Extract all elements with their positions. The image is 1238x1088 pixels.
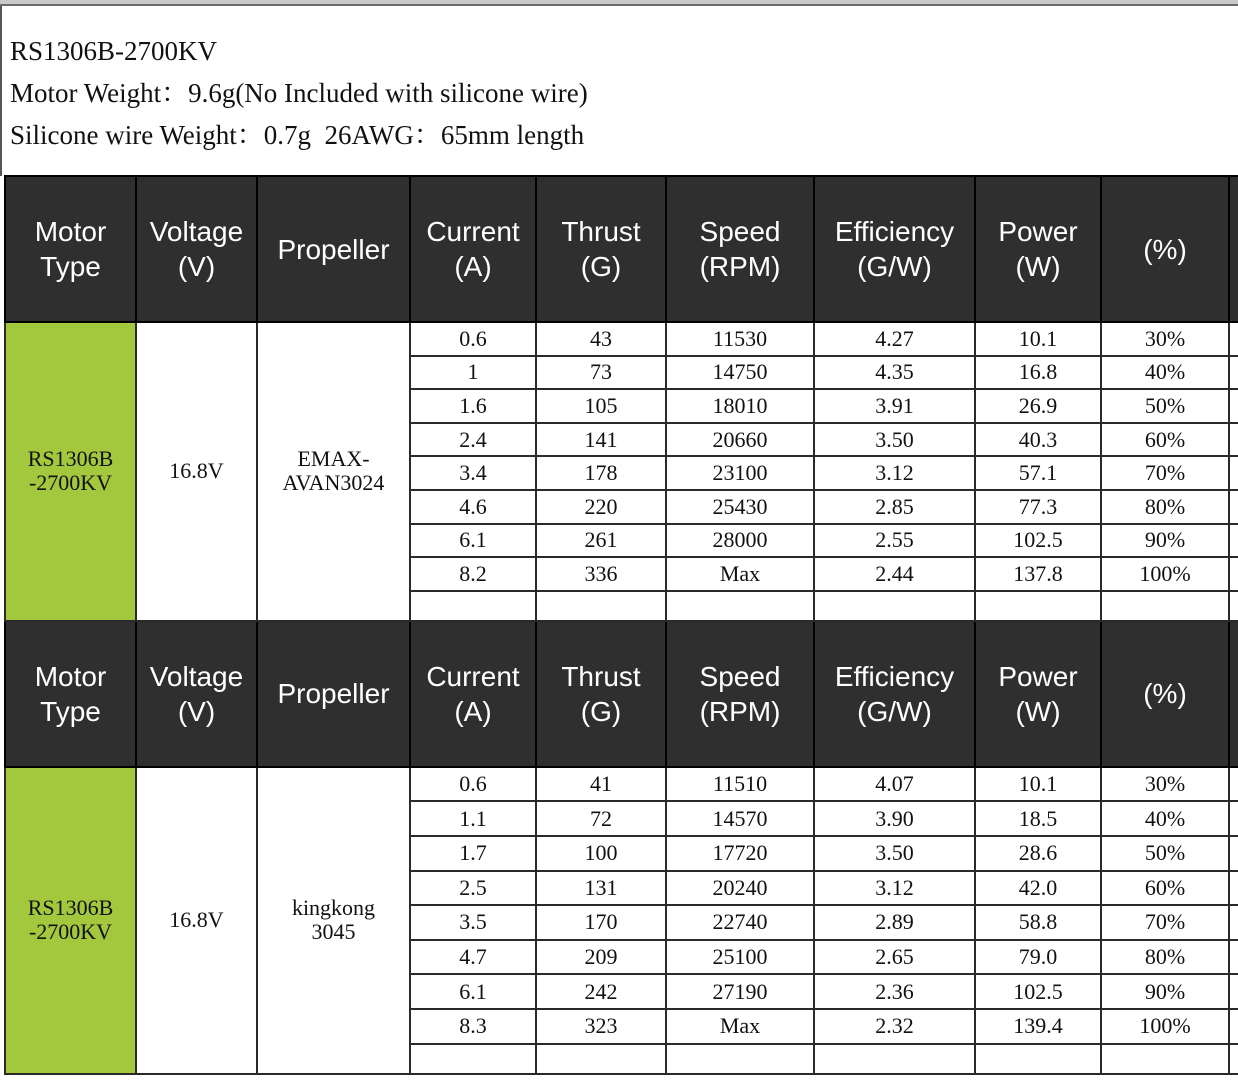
thrust-cell: 178 (536, 456, 666, 490)
current-cell: 4.7 (410, 940, 536, 975)
left-border-rule (0, 6, 2, 176)
efficiency-cell: 3.50 (814, 423, 975, 457)
motor-thrust-table (4, 175, 1238, 1075)
table-row (5, 322, 1238, 356)
thrust-cell: 41 (536, 767, 666, 802)
header-efficiency: Efficiency (G/W) (814, 176, 975, 322)
percent-cell: 60% (1101, 871, 1229, 906)
motor-model-line: RS1306B-2700KV (10, 36, 218, 66)
power-cell: 102.5 (975, 974, 1101, 1009)
extra-cell (1229, 524, 1238, 558)
header-extra-column (1229, 176, 1238, 322)
extra-cell (1229, 423, 1238, 457)
power-cell: 58.8 (975, 905, 1101, 940)
header-voltage: Voltage (V) (136, 621, 257, 767)
motor-info-block (10, 30, 588, 156)
thrust-cell: 105 (536, 389, 666, 423)
thrust-cell: 220 (536, 490, 666, 524)
power-cell: 18.5 (975, 801, 1101, 836)
header-current: Current (A) (410, 176, 536, 322)
header-extra-column (1229, 621, 1238, 767)
thrust-cell: 170 (536, 905, 666, 940)
thrust-cell: 72 (536, 801, 666, 836)
efficiency-cell: 2.85 (814, 490, 975, 524)
speed-cell: 11510 (666, 767, 814, 802)
current-cell: 4.6 (410, 490, 536, 524)
speed-cell: 23100 (666, 456, 814, 490)
extra-cell (1229, 490, 1238, 524)
header-power: Power (W) (975, 621, 1101, 767)
current-cell: 1 (410, 356, 536, 390)
percent-cell: 40% (1101, 801, 1229, 836)
speed-cell: 14750 (666, 356, 814, 390)
power-cell: 26.9 (975, 389, 1101, 423)
table-header-row (5, 176, 1238, 322)
extra-cell (1229, 905, 1238, 940)
efficiency-cell: 2.44 (814, 557, 975, 591)
power-cell: 102.5 (975, 524, 1101, 558)
speed-cell: Max (666, 1009, 814, 1044)
efficiency-cell: 2.65 (814, 940, 975, 975)
table-header-row (5, 621, 1238, 767)
thrust-cell: 323 (536, 1009, 666, 1044)
current-cell: 2.5 (410, 871, 536, 906)
speed-cell: 27190 (666, 974, 814, 1009)
thrust-cell: 261 (536, 524, 666, 558)
percent-cell: 80% (1101, 940, 1229, 975)
efficiency-cell: 2.36 (814, 974, 975, 1009)
power-cell: 42.0 (975, 871, 1101, 906)
speed-cell: 25100 (666, 940, 814, 975)
percent-cell: 90% (1101, 524, 1229, 558)
percent-cell: 30% (1101, 322, 1229, 356)
current-cell: 0.6 (410, 322, 536, 356)
current-cell: 1.1 (410, 801, 536, 836)
header-current: Current (A) (410, 621, 536, 767)
power-cell: 79.0 (975, 940, 1101, 975)
speed-cell: Max (666, 557, 814, 591)
speed-cell: 22740 (666, 905, 814, 940)
efficiency-cell: 4.07 (814, 767, 975, 802)
motor-type-cell: RS1306B -2700KV (5, 322, 136, 621)
efficiency-cell: 3.90 (814, 801, 975, 836)
efficiency-cell: 4.27 (814, 322, 975, 356)
percent-cell: 90% (1101, 974, 1229, 1009)
speed-cell: 28000 (666, 524, 814, 558)
current-cell: 8.2 (410, 557, 536, 591)
speed-cell: 25430 (666, 490, 814, 524)
voltage-cell: 16.8V (136, 767, 257, 1074)
header-propeller: Propeller (257, 621, 410, 767)
power-cell: 16.8 (975, 356, 1101, 390)
header-throttle-percent: (%) (1101, 621, 1229, 767)
power-cell: 139.4 (975, 1009, 1101, 1044)
motor-type-cell: RS1306B -2700KV (5, 767, 136, 1074)
speed-cell: 20660 (666, 423, 814, 457)
extra-cell (1229, 767, 1238, 802)
current-cell: 8.3 (410, 1009, 536, 1044)
current-cell: 3.4 (410, 456, 536, 490)
percent-cell: 100% (1101, 557, 1229, 591)
percent-cell: 100% (1101, 1009, 1229, 1044)
header-voltage: Voltage (V) (136, 176, 257, 322)
table-row (5, 767, 1238, 802)
percent-cell: 70% (1101, 905, 1229, 940)
efficiency-cell: 3.50 (814, 836, 975, 871)
header-throttle-percent: (%) (1101, 176, 1229, 322)
percent-cell: 70% (1101, 456, 1229, 490)
speed-cell: 11530 (666, 322, 814, 356)
efficiency-cell: 3.12 (814, 871, 975, 906)
efficiency-cell: 2.32 (814, 1009, 975, 1044)
efficiency-cell: 2.55 (814, 524, 975, 558)
extra-cell (1229, 836, 1238, 871)
efficiency-cell: 2.89 (814, 905, 975, 940)
header-motor-type: Motor Type (5, 621, 136, 767)
header-thrust: Thrust (G) (536, 621, 666, 767)
motor-weight-line: Motor Weight：9.6g(No Included with silicone wire) (10, 78, 588, 108)
power-cell: 10.1 (975, 322, 1101, 356)
speed-cell: 20240 (666, 871, 814, 906)
percent-cell: 30% (1101, 767, 1229, 802)
thrust-cell: 43 (536, 322, 666, 356)
power-cell: 77.3 (975, 490, 1101, 524)
power-cell: 137.8 (975, 557, 1101, 591)
thrust-cell: 336 (536, 557, 666, 591)
current-cell: 1.6 (410, 389, 536, 423)
extra-cell (1229, 801, 1238, 836)
header-speed: Speed (RPM) (666, 176, 814, 322)
current-cell: 6.1 (410, 524, 536, 558)
speed-cell: 17720 (666, 836, 814, 871)
thrust-cell: 209 (536, 940, 666, 975)
current-cell: 0.6 (410, 767, 536, 802)
extra-cell (1229, 389, 1238, 423)
propeller-cell: kingkong 3045 (257, 767, 410, 1074)
thrust-cell: 73 (536, 356, 666, 390)
efficiency-cell: 4.35 (814, 356, 975, 390)
power-cell: 28.6 (975, 836, 1101, 871)
extra-cell (1229, 1009, 1238, 1044)
thrust-cell: 242 (536, 974, 666, 1009)
percent-cell: 40% (1101, 356, 1229, 390)
efficiency-cell: 3.12 (814, 456, 975, 490)
efficiency-cell: 3.91 (814, 389, 975, 423)
propeller-cell: EMAX- AVAN3024 (257, 322, 410, 621)
extra-cell (1229, 871, 1238, 906)
percent-cell: 50% (1101, 836, 1229, 871)
percent-cell: 80% (1101, 490, 1229, 524)
header-thrust: Thrust (G) (536, 176, 666, 322)
extra-cell (1229, 356, 1238, 390)
header-speed: Speed (RPM) (666, 621, 814, 767)
header-power: Power (W) (975, 176, 1101, 322)
thrust-cell: 141 (536, 423, 666, 457)
current-cell: 2.4 (410, 423, 536, 457)
header-propeller: Propeller (257, 176, 410, 322)
current-cell: 1.7 (410, 836, 536, 871)
wire-weight-line: Silicone wire Weight：0.7g 26AWG：65mm length (10, 120, 585, 150)
current-cell: 6.1 (410, 974, 536, 1009)
header-efficiency: Efficiency (G/W) (814, 621, 975, 767)
power-cell: 40.3 (975, 423, 1101, 457)
extra-cell (1229, 322, 1238, 356)
extra-cell (1229, 940, 1238, 975)
speed-cell: 18010 (666, 389, 814, 423)
extra-cell (1229, 974, 1238, 1009)
extra-cell (1229, 557, 1238, 591)
header-motor-type: Motor Type (5, 176, 136, 322)
percent-cell: 50% (1101, 389, 1229, 423)
power-cell: 10.1 (975, 767, 1101, 802)
thrust-cell: 100 (536, 836, 666, 871)
power-cell: 57.1 (975, 456, 1101, 490)
extra-cell (1229, 456, 1238, 490)
speed-cell: 14570 (666, 801, 814, 836)
thrust-cell: 131 (536, 871, 666, 906)
percent-cell: 60% (1101, 423, 1229, 457)
current-cell: 3.5 (410, 905, 536, 940)
voltage-cell: 16.8V (136, 322, 257, 621)
top-border-strip (0, 0, 1238, 6)
